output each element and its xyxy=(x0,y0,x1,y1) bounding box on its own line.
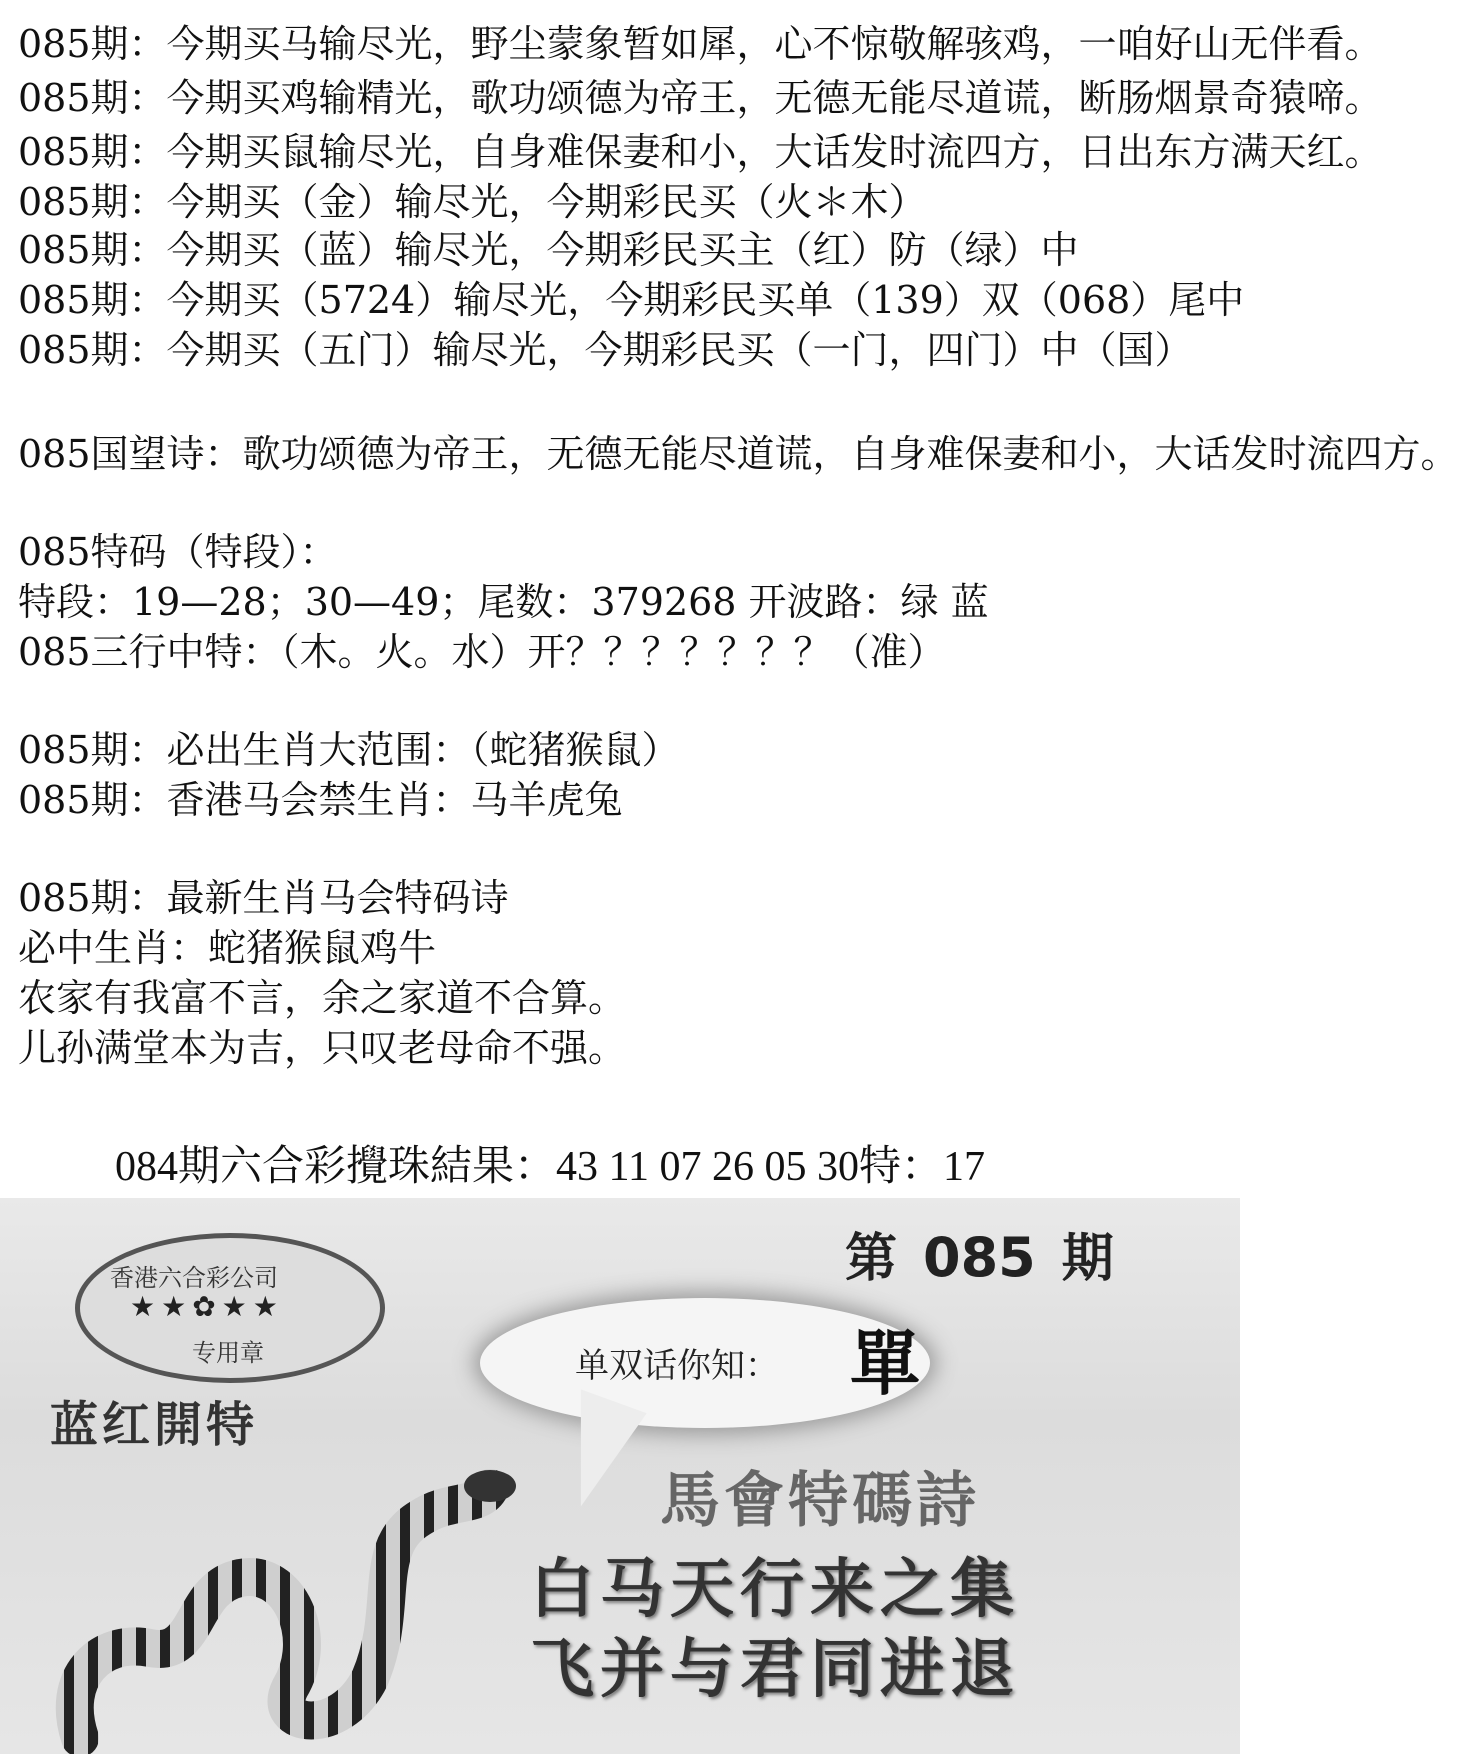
official-stamp xyxy=(75,1233,385,1383)
prediction-line: 085期：今期买（金）输尽光，今期彩民买（火＊木） xyxy=(18,180,927,224)
forbidden-zodiac-line: 085期：香港马会禁生肖：马羊虎兔 xyxy=(18,778,623,822)
bubble-answer: 單 xyxy=(850,1322,920,1405)
issue-suffix: 期 xyxy=(1061,1229,1114,1289)
three-elements-line: 085三行中特：（木。火。水）开？？？？？？？（准） xyxy=(18,630,946,674)
prediction-line: 085期：今期买（5724）输尽光，今期彩民买单（139）双（068）尾中 xyxy=(18,278,1245,322)
national-poem-line: 085国望诗：歌功颂德为帝王，无德无能尽道谎，自身难保妻和小，大话发时流四方。 xyxy=(18,432,1459,476)
prediction-line: 085期：今期买鼠输尽光，自身难保妻和小，大话发时流四方，日出东方满天红。 xyxy=(18,130,1383,174)
stamp-stars: ★★✿★★ xyxy=(130,1290,284,1323)
prediction-line: 085期：今期买鸡输精光，歌功颂德为帝王，无德无能尽道谎，断肠烟景奇猿啼。 xyxy=(18,76,1383,120)
special-code-title: 085特码（特段）： xyxy=(18,530,338,574)
prediction-line: 085期：今期买马输尽光，野尘蒙象暂如犀，心不惊敬解骇鸡，一咱好山无伴看。 xyxy=(18,22,1383,66)
poem-title: 馬會特碼詩 xyxy=(660,1466,980,1536)
latest-poem-title: 085期：最新生肖马会特码诗 xyxy=(18,876,509,920)
special-segment-line: 特段：19—28；30—49；尾数：379268 开波路：绿 蓝 xyxy=(18,580,989,624)
stamp-title: 香港六合彩公司 xyxy=(110,1264,278,1292)
prediction-line: 085期：今期买（五门）输尽光，今期彩民买（一门，四门）中（国） xyxy=(18,328,1193,372)
issue-number xyxy=(845,1216,1114,1291)
poem-line: 飞并与君同进退 xyxy=(530,1633,1020,1707)
poem-line: 白马天行来之集 xyxy=(530,1553,1020,1627)
bubble-text: 单双话你知： xyxy=(575,1346,779,1386)
must-zodiac-line: 必中生肖：蛇猪猴鼠鸡牛 xyxy=(18,926,437,970)
promo-banner xyxy=(0,1198,1240,1754)
stamp-label: 专用章 xyxy=(192,1339,264,1367)
draw-result: 084期六合彩攪珠結果：43 11 07 26 05 30特：17 xyxy=(115,1144,985,1190)
banner-left-label: 蓝红開特 xyxy=(50,1397,259,1453)
verse-line: 儿孙满堂本为吉，只叹老母命不强。 xyxy=(18,1026,627,1070)
issue-prefix: 第 xyxy=(845,1229,898,1289)
zodiac-range-line: 085期：必出生肖大范围：（蛇猪猴鼠） xyxy=(18,728,680,772)
issue-number-value: 085 xyxy=(923,1226,1036,1289)
verse-line: 农家有我富不言，余之家道不合算。 xyxy=(18,976,627,1020)
snake-illustration xyxy=(40,1438,520,1754)
prediction-line: 085期：今期买（蓝）输尽光，今期彩民买主（红）防（绿）中 xyxy=(18,228,1079,272)
